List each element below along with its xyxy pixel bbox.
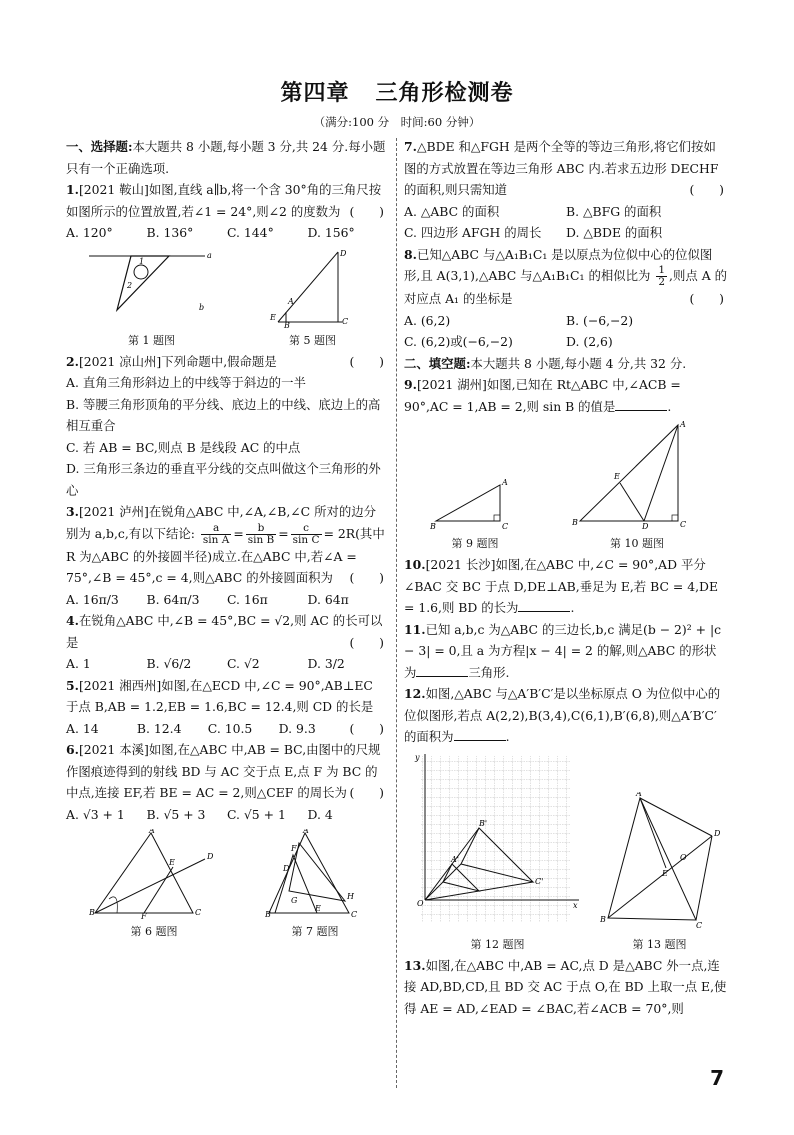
option[interactable]: C. (6,2)或(−6,−2) <box>404 334 513 349</box>
figure-12-diagram <box>413 752 583 932</box>
svg-text:B: B <box>599 914 606 924</box>
svg-text:C: C <box>502 522 509 531</box>
question-8: 8.已知△ABC 与△A₁B₁C₁ 是以原点为位似中心的位似图形,且 A(3,1),△ABC 与△A₁B₁C₁ 的相似比为 $\frac{1}{2}$ ,则点 A 的对应点 A₁ 的坐标是 ( ) <box>404 246 727 306</box>
option[interactable]: D. (2,6) <box>566 334 613 349</box>
svg-text:D: D <box>713 828 720 838</box>
option[interactable]: A. △ABC 的面积 <box>404 203 500 219</box>
figure-9-caption: 第 9 题图 <box>451 537 499 550</box>
svg-text:x: x <box>572 900 578 910</box>
option[interactable]: A. 16π/3 <box>66 591 119 607</box>
q5-options <box>66 718 350 740</box>
svg-text:E: E <box>169 858 175 867</box>
exam-info: （满分:100 分 时间:60 分钟） <box>313 115 481 129</box>
svg-text:D: D <box>339 248 346 258</box>
question-12: 12.如图,△ABC 与△A′B′C′是以坐标原点 O 为位似中心的位似图形,若点 A(2,2),B(3,4),C(6,1),B′(6,8),则△A′B′C′的面积为 . <box>404 686 721 744</box>
option[interactable]: D. △BDE 的面积 <box>566 225 663 240</box>
figure-6-caption: 第 6 题图 <box>130 925 178 938</box>
figure-10-diagram <box>572 421 702 531</box>
svg-text:1: 1 <box>138 256 144 266</box>
page-title <box>0 76 794 107</box>
figure-13 <box>600 792 720 953</box>
left-column <box>66 136 388 942</box>
option[interactable]: A. 1 <box>66 656 91 671</box>
option[interactable]: A. (6,2) <box>404 312 451 328</box>
svg-text:H: H <box>347 892 354 901</box>
option[interactable]: B. √5 + 3 <box>146 806 206 822</box>
right-column <box>404 136 728 1019</box>
svg-text:a: a <box>206 250 212 260</box>
option[interactable]: A. √3 + 1 <box>66 806 125 822</box>
svg-text:A: A <box>287 296 294 306</box>
q8-options-row1 <box>404 310 728 332</box>
figure-13-caption: 第 13 题图 <box>632 937 687 951</box>
page-number: 7 <box>710 1066 724 1090</box>
q3-options <box>66 589 388 611</box>
q4-options <box>66 653 388 675</box>
svg-text:F: F <box>291 844 297 853</box>
svg-text:A: A <box>680 421 686 429</box>
q7-options-row1 <box>404 201 728 223</box>
question-13: 13.如图,在△ABC 中,AB = AC,点 D 是△ABC 外一点,连接 AD,BD,CD,且 BD 交 AC 于点 O,在 BD 上取一点 E,使得 AE = AD,∠EAD = ∠BAC,若∠ACB = 70°,则 <box>404 957 727 1016</box>
svg-text:E: E <box>269 312 276 322</box>
figure-12-caption: 第 12 题图 <box>470 937 525 951</box>
figure-9 <box>430 461 520 552</box>
svg-text:E: E <box>614 472 620 481</box>
option[interactable]: C. 四边形 AFGH 的周长 <box>404 225 542 240</box>
q7-options-row2 <box>404 222 728 244</box>
section1-header: 一、选择题:本大题共 8 小题,每小题 3 分,共 24 分.每小题只有一个正确选项. <box>66 139 386 176</box>
question-3: 3.[2021 泸州]在锐角△ABC 中,∠A,∠B,∠C 所对的边分别为 a,b,c,有以下结论: $\frac{a}{\text{sin A}}$ = $\frac{b}{\text{sin B}}$ = $\frac{c}{\text{sin C}}$ = 2R(其中 R 为△ABC 的外接圆半径)成立.在△ABC 中,若∠A = 75°,∠B = 45°,c = 4,则△ABC 的外接圆面积为 ( ) <box>66 504 385 585</box>
figure-row-6-7 <box>66 829 388 940</box>
option[interactable]: B. 64π/3 <box>146 591 200 607</box>
svg-text:B: B <box>265 910 271 919</box>
title-text: 三角形检测卷 <box>375 80 514 106</box>
svg-text:C: C <box>341 316 348 326</box>
option[interactable]: A. 14 <box>66 720 99 736</box>
svg-text:G: G <box>291 896 298 905</box>
figure-7 <box>265 829 365 940</box>
svg-text:A: A <box>149 829 155 835</box>
option[interactable]: D. 三角形三条边的垂直平分线的交点叫做这个三角形的外心 <box>66 461 381 498</box>
figure-1-caption: 第 1 题图 <box>128 333 175 347</box>
option[interactable]: B. △BFG 的面积 <box>566 203 662 219</box>
option[interactable]: C. √2 <box>227 656 260 671</box>
figure-row-12-13 <box>404 752 728 953</box>
option[interactable]: B. √6/2 <box>146 656 192 671</box>
option[interactable]: B. (−6,−2) <box>566 312 634 328</box>
figure-row-1-5 <box>66 248 388 349</box>
q6-options <box>66 804 388 826</box>
svg-text:D: D <box>283 864 290 873</box>
figure-row-9-10 <box>404 421 728 552</box>
option[interactable]: C. 144° <box>227 225 274 240</box>
chapter-label: 第四章 <box>280 80 350 106</box>
svg-text:B: B <box>430 522 436 531</box>
option[interactable]: A. 120° <box>66 225 113 240</box>
figure-12 <box>413 752 583 953</box>
svg-text:F: F <box>141 912 147 919</box>
svg-text:B': B' <box>478 818 487 828</box>
option[interactable]: C. 10.5 <box>207 720 253 736</box>
figure-7-diagram <box>265 829 365 919</box>
svg-text:2: 2 <box>126 280 132 290</box>
q8-options-row2 <box>404 331 728 353</box>
answer-blank[interactable] <box>518 599 570 612</box>
svg-text:B: B <box>572 518 578 527</box>
option[interactable]: B. 12.4 <box>136 720 182 736</box>
option[interactable]: B. 等腰三角形顶角的平分线、底边上的中线、底边上的高相互重合 <box>66 396 381 433</box>
question-5: 5.[2021 湘西州]如图,在△ECD 中,∠C = 90°,AB⊥EC 于点 B,AB = 1.2,EB = 1.6,BC = 12.4,则 CD 的长是 ( ) <box>66 677 384 736</box>
svg-text:A': A' <box>450 854 459 864</box>
svg-text:O: O <box>679 852 687 862</box>
option[interactable]: D. 156° <box>307 225 355 240</box>
svg-text:A: A <box>635 791 642 798</box>
svg-text:C: C <box>351 910 358 919</box>
option[interactable]: C. 若 AB = BC,则点 B 是线段 AC 的中点 <box>66 439 301 455</box>
question-11: 11.已知 a,b,c 为△ABC 的三边长,b,c 满足(b − 2)² + |c − 3| = 0,且 a 为方程|x − 4| = 2 的解,则△ABC 的形状为 三角形. <box>404 621 722 680</box>
figure-5-diagram <box>258 248 368 328</box>
svg-text:D: D <box>642 522 649 531</box>
figure-10 <box>572 421 702 552</box>
svg-text:C: C <box>695 920 702 930</box>
svg-text:y: y <box>414 752 420 762</box>
svg-text:O: O <box>416 898 424 908</box>
figure-7-caption: 第 7 题图 <box>291 925 339 938</box>
option[interactable]: B. 136° <box>146 225 194 240</box>
figure-10-caption: 第 10 题图 <box>610 537 664 550</box>
svg-text:B: B <box>283 320 290 328</box>
svg-text:E: E <box>315 904 321 913</box>
option[interactable]: D. 64π <box>307 591 349 607</box>
figure-6 <box>89 829 219 940</box>
figure-13-diagram <box>600 792 720 932</box>
question-7: 7.△BDE 和△FGH 是两个全等的等边三角形,将它们按如图的方式放置在等边三角形 ABC 内.若求五边形 DECHF 的面积,则只需知道 ( ) <box>404 139 724 197</box>
svg-text:D: D <box>207 852 214 861</box>
answer-blank[interactable] <box>615 398 667 411</box>
figure-9-diagram <box>430 461 520 531</box>
question-9: 9.[2021 湖州]如图,已知在 Rt△ABC 中,∠ACB = 90°,AC = 1,AB = 2,则 sin B 的值是 . <box>404 377 681 414</box>
svg-text:b: b <box>198 302 204 312</box>
svg-text:A: A <box>502 478 508 487</box>
option[interactable]: C. 16π <box>227 591 268 607</box>
svg-text:C: C <box>195 908 202 917</box>
svg-text:C: C <box>680 520 687 529</box>
q1-options <box>66 222 388 244</box>
column-divider <box>396 138 397 1088</box>
question-6: 6.[2021 本溪]如图,在△ABC 中,AB = BC,由图中的尺规作图痕迹得到的射线 BD 与 AC 交于点 E,点 F 为 BC 的中点,连接 EF,若 BE = AC = 2,则△CEF 的周长为 ( ) <box>66 742 384 800</box>
figure-1-diagram <box>87 248 217 328</box>
question-4: 4.在锐角△ABC 中,∠B = 45°,BC = √2,则 AC 的长可以是 ( ) <box>66 613 384 650</box>
option[interactable]: C. √5 + 1 <box>227 806 286 822</box>
figure-6-diagram <box>89 829 219 919</box>
option[interactable]: D. 9.3 <box>278 720 316 736</box>
svg-text:A: A <box>303 829 309 835</box>
section2-header: 二、填空题:本大题共 8 小题,每小题 4 分,共 32 分. <box>404 355 687 371</box>
question-10: 10.[2021 长沙]如图,在△ABC 中,∠C = 90°,AD 平分∠BAC 交 BC 于点 D,DE⊥AB,垂足为 E,若 BC = 4,DE = 1.6,则 BD 的长为 . <box>404 557 719 615</box>
option[interactable]: D. 4 <box>307 806 333 822</box>
svg-text:B: B <box>89 908 95 917</box>
figure-5 <box>258 248 368 349</box>
question-1: 1.[2021 鞍山]如图,直线 a∥b,将一个含 30°角的三角尺按如图所示的位置放置,若∠1 = 24°,则∠2 的度数为 ( ) <box>66 182 384 219</box>
svg-text:C': C' <box>534 876 543 886</box>
figure-5-caption: 第 5 题图 <box>289 333 336 347</box>
figure-1 <box>87 248 217 349</box>
answer-blank[interactable] <box>454 728 506 741</box>
svg-text:E: E <box>661 868 668 878</box>
option[interactable]: A. 直角三角形斜边上的中线等于斜边的一半 <box>66 375 306 390</box>
question-2: 2.[2021 凉山州]下列命题中,假命题是 ( ) <box>66 353 384 369</box>
answer-blank[interactable] <box>416 664 468 677</box>
option[interactable]: D. 3/2 <box>307 656 345 671</box>
